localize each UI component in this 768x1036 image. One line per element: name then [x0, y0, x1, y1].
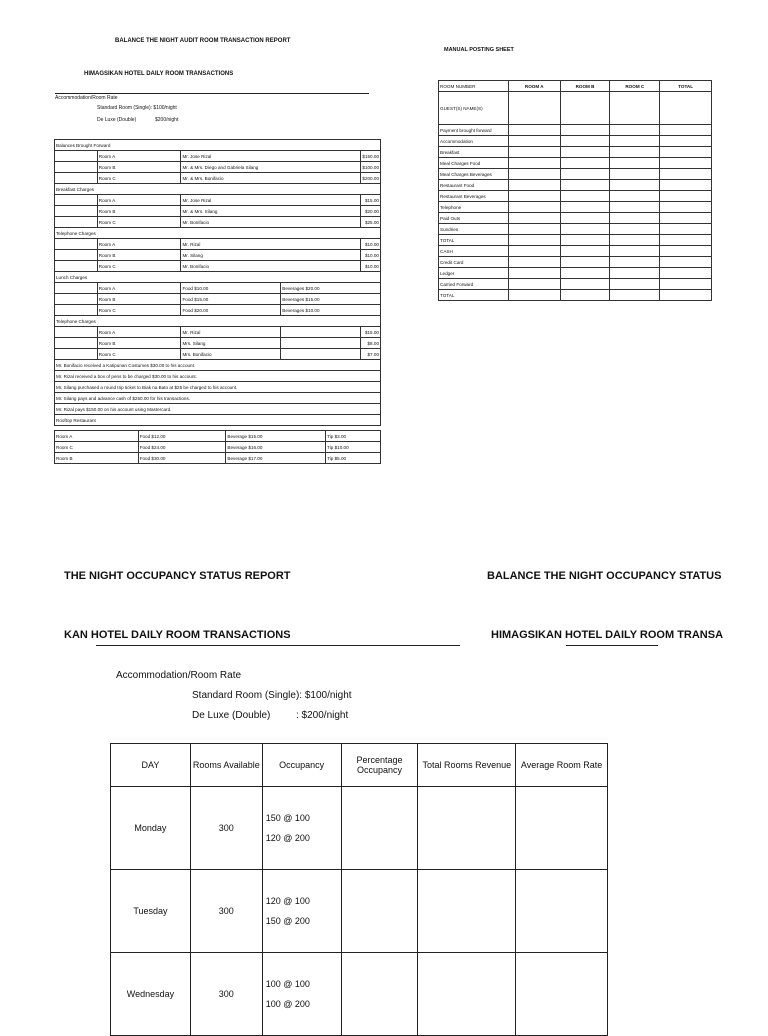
table-row: [439, 158, 712, 169]
header-row: [111, 744, 608, 787]
room-cell: Room A: [97, 151, 181, 162]
table-row: [111, 870, 608, 953]
row-label: Ledger: [439, 268, 509, 279]
section-row: [55, 140, 381, 151]
deluxe-label: De Luxe (Double): [97, 117, 137, 123]
header-room-b: ROOM B: [560, 81, 610, 92]
note-row: Mr. Bonifacio received a Katipunan Costumes $30.00 to his account.: [55, 360, 381, 371]
beverage-cell: Beverage $15.00: [226, 431, 326, 442]
standard-rate: Standard Room (Single): $100/night: [97, 105, 177, 111]
title-rule: [55, 93, 369, 94]
room-cell: Room B: [55, 453, 139, 464]
occupancy-double: 150 @ 200: [265, 916, 310, 926]
hotel-title: HIMAGSIKAN HOTEL DAILY ROOM TRANSACTIONS: [84, 71, 234, 77]
food-cell: Food $24.00: [138, 442, 226, 453]
table-row: [55, 250, 381, 261]
row-label: GUEST(S) NAME(S): [439, 92, 509, 125]
header-room-c: ROOM C: [610, 81, 660, 92]
section-telephone: Telephone Charges: [55, 228, 381, 239]
food-cell: Food $15.00: [181, 294, 281, 305]
rate-label: Accommodation/Room Rate: [55, 95, 118, 101]
section-lunch: Lunch Charges: [55, 272, 381, 283]
food-cell: Food $30.00: [138, 453, 226, 464]
guest-cell: Mr. Silang: [181, 250, 361, 261]
guest-cell: Mr. & Mrs. Diego and Gabriela Silang: [181, 162, 361, 173]
amount-cell: $15.00: [360, 195, 380, 206]
occupancy-report-title: THE NIGHT OCCUPANCY STATUS REPORT: [64, 570, 291, 582]
manual-posting-table: [438, 80, 712, 301]
amount-cell: $100.00: [360, 162, 380, 173]
table-row: [439, 125, 712, 136]
room-cell: Room B: [97, 338, 181, 349]
amount-cell: $20.00: [360, 206, 380, 217]
table-row: [55, 261, 381, 272]
row-label: Accommodation: [439, 136, 509, 147]
table-row: [439, 202, 712, 213]
guest-cell: Mr. Bonifacio: [181, 261, 361, 272]
occupancy-cell: [262, 787, 341, 870]
room-cell: Room C: [55, 442, 139, 453]
table-row: [439, 169, 712, 180]
guest-cell: Mr. Jose Rizal: [181, 195, 361, 206]
deluxe-rate: $200/night: [155, 117, 179, 123]
header-rooms-available: Rooms Available: [190, 744, 262, 787]
title-rule-left: [96, 645, 460, 646]
amount-cell: $25.00: [360, 217, 380, 228]
occupancy-single: 100 @ 100: [265, 979, 310, 989]
row-label: Meal Charges Food: [439, 158, 509, 169]
table-row: [55, 442, 381, 453]
day-cell: Monday: [111, 787, 191, 870]
table-row: [439, 213, 712, 224]
beverage-cell: Beverages $15.00: [281, 294, 381, 305]
table-row: [439, 257, 712, 268]
row-label: TOTAL: [439, 235, 509, 246]
row-label: Restaurant Beverages: [439, 191, 509, 202]
amount-cell: $10.00: [360, 239, 380, 250]
section-telephone-2: Telephone Charges: [55, 316, 381, 327]
hotel-title-left: KAN HOTEL DAILY ROOM TRANSACTIONS: [64, 629, 291, 641]
header-occupancy: Occupancy: [262, 744, 341, 787]
header-row: [439, 81, 712, 92]
deluxe-rate-large: : $200/night: [296, 710, 349, 721]
rate-label-large: Accommodation/Room Rate: [116, 670, 242, 681]
room-cell: Room B: [97, 162, 181, 173]
header-percentage-occupancy: Percentage Occupancy: [341, 744, 418, 787]
table-row: [439, 191, 712, 202]
row-label: Carried Forward: [439, 279, 509, 290]
guest-cell: Mr. Rizal: [181, 327, 281, 338]
amount-cell: $10.00: [360, 250, 380, 261]
table-row: [439, 92, 712, 125]
table-row: [55, 162, 381, 173]
standard-rate-large: Standard Room (Single): $100/night: [192, 690, 352, 701]
beverage-cell: Beverages $10.00: [281, 305, 381, 316]
beverage-cell: Beverage $17.00: [226, 453, 326, 464]
guest-cell: Mrs. Bonifacio: [181, 349, 281, 360]
guest-cell: Mr. Jose Rizal: [181, 151, 361, 162]
row-label: Restaurant Food: [439, 180, 509, 191]
table-row: [439, 224, 712, 235]
header-average-room-rate: Average Room Rate: [516, 744, 608, 787]
header-total-rooms-revenue: Total Rooms Revenue: [418, 744, 516, 787]
header-day: DAY: [111, 744, 191, 787]
food-cell: Food $20.00: [181, 305, 281, 316]
table-row: [55, 173, 381, 184]
table-row: [55, 431, 381, 442]
row-label: Payment brought forward: [439, 125, 509, 136]
table-row: [55, 294, 381, 305]
table-row: [439, 290, 712, 301]
table-row: [55, 349, 381, 360]
room-cell: Room C: [97, 261, 181, 272]
occupancy-table: [110, 743, 608, 1036]
note-row: Mr. Silang pays and advance cash of $250.00 for his transactions.: [55, 393, 381, 404]
room-cell: Room C: [97, 349, 181, 360]
occupancy-single: 150 @ 100: [265, 813, 310, 823]
room-cell: Room A: [97, 327, 181, 338]
row-label: Breakfast: [439, 147, 509, 158]
table-row: [55, 305, 381, 316]
table-row: [439, 268, 712, 279]
occupancy-double: 120 @ 200: [265, 833, 310, 843]
guest-cell: Mr. Rizal: [181, 239, 361, 250]
day-cell: Tuesday: [111, 870, 191, 953]
tip-cell: Tip $3.00: [326, 431, 381, 442]
table-row: [55, 239, 381, 250]
room-cell: Room A: [97, 283, 181, 294]
row-label: Credit Card: [439, 257, 509, 268]
tip-cell: Tip $5.00: [326, 453, 381, 464]
table-row: [55, 327, 381, 338]
occupancy-cell: [262, 870, 341, 953]
tip-cell: Tip $10.00: [326, 442, 381, 453]
table-row: [439, 246, 712, 257]
occupancy-cell: [262, 953, 341, 1036]
table-row: [439, 136, 712, 147]
amount-cell: $8.00: [360, 338, 380, 349]
header-room-a: ROOM A: [508, 81, 560, 92]
room-cell: Room A: [97, 195, 181, 206]
available-cell: 300: [190, 953, 262, 1036]
amount-cell: $7.00: [360, 349, 380, 360]
room-cell: Room A: [55, 431, 139, 442]
section-breakfast: Breakfast Charges: [55, 184, 381, 195]
table-row: [439, 147, 712, 158]
table-row: [439, 279, 712, 290]
available-cell: 300: [190, 787, 262, 870]
guest-cell: Mr. & Mrs. Bonifacio: [181, 173, 361, 184]
header-total: TOTAL: [660, 81, 712, 92]
table-row: [55, 195, 381, 206]
guest-cell: Mr. & Mrs. Silang: [181, 206, 361, 217]
table-row: [55, 338, 381, 349]
audit-report-title: BALANCE THE NIGHT AUDIT ROOM TRANSACTION REPORT: [115, 38, 291, 44]
room-cell: Room B: [97, 206, 181, 217]
note-row: Mr. Silang purchased a round trip ticket to Biak na Bato at $25 be charged to his account.: [55, 382, 381, 393]
table-row: [55, 453, 381, 464]
room-cell: Room C: [97, 305, 181, 316]
room-cell: Room B: [97, 250, 181, 261]
table-row: [55, 151, 381, 162]
row-label: CASH: [439, 246, 509, 257]
amount-cell: $200.00: [360, 173, 380, 184]
food-cell: Food $10.00: [181, 283, 281, 294]
hotel-title-right: HIMAGSIKAN HOTEL DAILY ROOM TRANSA: [491, 629, 724, 641]
section-rooftop: Rooftop Restaurant: [55, 415, 381, 426]
table-row: [439, 180, 712, 191]
room-cell: Room C: [97, 217, 181, 228]
guest-cell: Mr. Bonifacio: [181, 217, 361, 228]
row-label: Meal Charges Beverages: [439, 169, 509, 180]
food-cell: Food $12.00: [138, 431, 226, 442]
table-row: [111, 787, 608, 870]
amount-cell: $10.00: [360, 261, 380, 272]
section-balances: Balances Brought Forward: [55, 140, 381, 151]
guest-cell: Mrs. Silang: [181, 338, 281, 349]
row-label: Paid Outs: [439, 213, 509, 224]
note-row: Mr. Rizal received a box of pens to be charged $30.00 to his account.: [55, 371, 381, 382]
room-cell: Room C: [97, 173, 181, 184]
beverage-cell: Beverages $20.00: [281, 283, 381, 294]
row-label: TOTAL: [439, 290, 509, 301]
title-rule-right: [566, 645, 658, 646]
deluxe-label-large: De Luxe (Double): [192, 710, 271, 721]
header-room-number: ROOM NUMBER: [439, 81, 509, 92]
row-label: Sundries: [439, 224, 509, 235]
table-row: [111, 953, 608, 1036]
occupancy-double: 100 @ 200: [265, 999, 310, 1009]
occupancy-single: 120 @ 100: [265, 896, 310, 906]
manual-posting-title: MANUAL POSTING SHEET: [444, 47, 514, 53]
beverage-cell: Beverage $16.00: [226, 442, 326, 453]
table-row: [55, 206, 381, 217]
table-row: [55, 217, 381, 228]
amount-cell: $150.00: [360, 151, 380, 162]
rooftop-table: [54, 430, 381, 464]
room-cell: Room A: [97, 239, 181, 250]
table-row: [55, 283, 381, 294]
room-cell: Room B: [97, 294, 181, 305]
available-cell: 300: [190, 870, 262, 953]
occupancy-status-title: BALANCE THE NIGHT OCCUPANCY STATUS: [487, 570, 722, 582]
table-row: [439, 235, 712, 246]
day-cell: Wednesday: [111, 953, 191, 1036]
note-row: Mr. Rizal pays $150.00 on his account using Mastercard.: [55, 404, 381, 415]
row-label: Telephone: [439, 202, 509, 213]
amount-cell: $15.00: [360, 327, 380, 338]
transaction-table: [54, 139, 381, 426]
